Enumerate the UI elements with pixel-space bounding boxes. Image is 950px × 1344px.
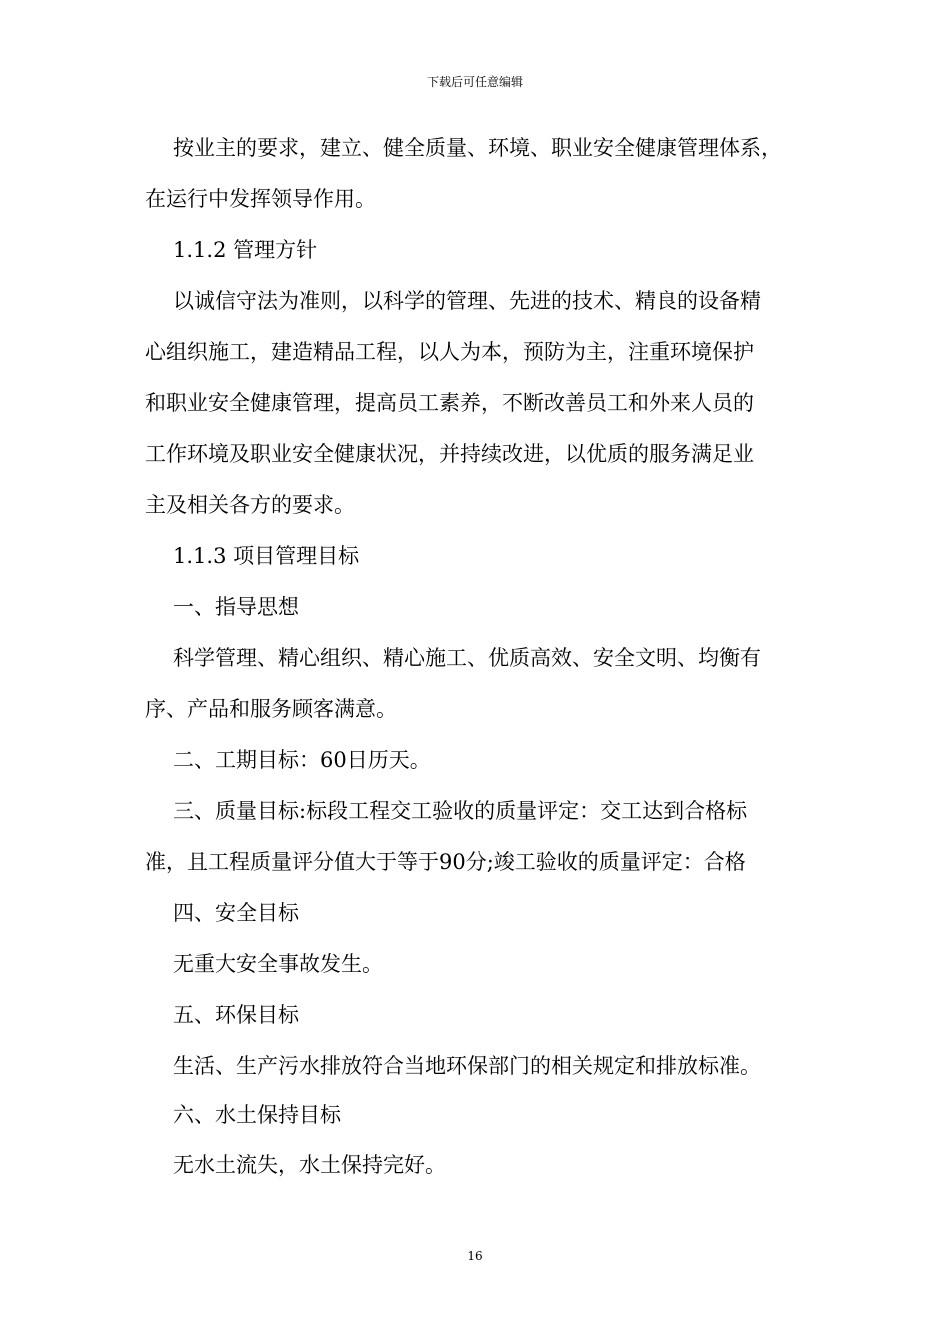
body-line: 以诚信守法为准则，以科学的管理、先进的技术、精良的设备精 <box>173 289 761 313</box>
subsection-heading: 五、环保目标 <box>173 1003 299 1027</box>
body-line: 准，且工程质量评分值大于等于90分;竣工验收的质量评定：合格 <box>145 850 746 874</box>
body-line: 无重大安全事故发生。 <box>173 952 383 976</box>
body-line: 生活、生产污水排放符合当地环保部门的相关规定和排放标准。 <box>173 1054 761 1078</box>
page-header: 下载后可任意编辑 <box>426 75 523 89</box>
body-line: 心组织施工，建造精品工程，以人为本，预防为主，注重环境保护 <box>145 340 754 364</box>
section-heading: 1.1.2 管理方针 <box>173 238 318 262</box>
body-line: 主及相关各方的要求。 <box>145 493 355 517</box>
body-line: 无水土流失，水土保持完好。 <box>173 1153 446 1177</box>
body-line: 工作环境及职业安全健康状况，并持续改进，以优质的服务满足业 <box>145 442 754 466</box>
subsection-heading: 三、质量目标:标段工程交工验收的质量评定：交工达到合格标 <box>173 799 748 823</box>
subsection-heading: 一、指导思想 <box>173 595 299 619</box>
body-line: 科学管理、精心组织、精心施工、优质高效、安全文明、均衡有 <box>173 646 761 670</box>
body-line: 在运行中发挥领导作用。 <box>145 187 376 211</box>
section-heading: 1.1.3 项目管理目标 <box>173 544 360 568</box>
body-line: 和职业安全健康管理，提高员工素养，不断改善员工和外来人员的 <box>145 391 754 415</box>
subsection-heading: 二、工期目标：60日历天。 <box>173 748 431 772</box>
page-number: 16 <box>467 1249 483 1263</box>
subsection-heading: 四、安全目标 <box>173 901 299 925</box>
body-line: 序、产品和服务顾客满意。 <box>145 697 397 721</box>
subsection-heading: 六、水土保持目标 <box>173 1103 341 1127</box>
body-line: 按业主的要求，建立、健全质量、环境、职业安全健康管理体系， <box>173 136 782 160</box>
